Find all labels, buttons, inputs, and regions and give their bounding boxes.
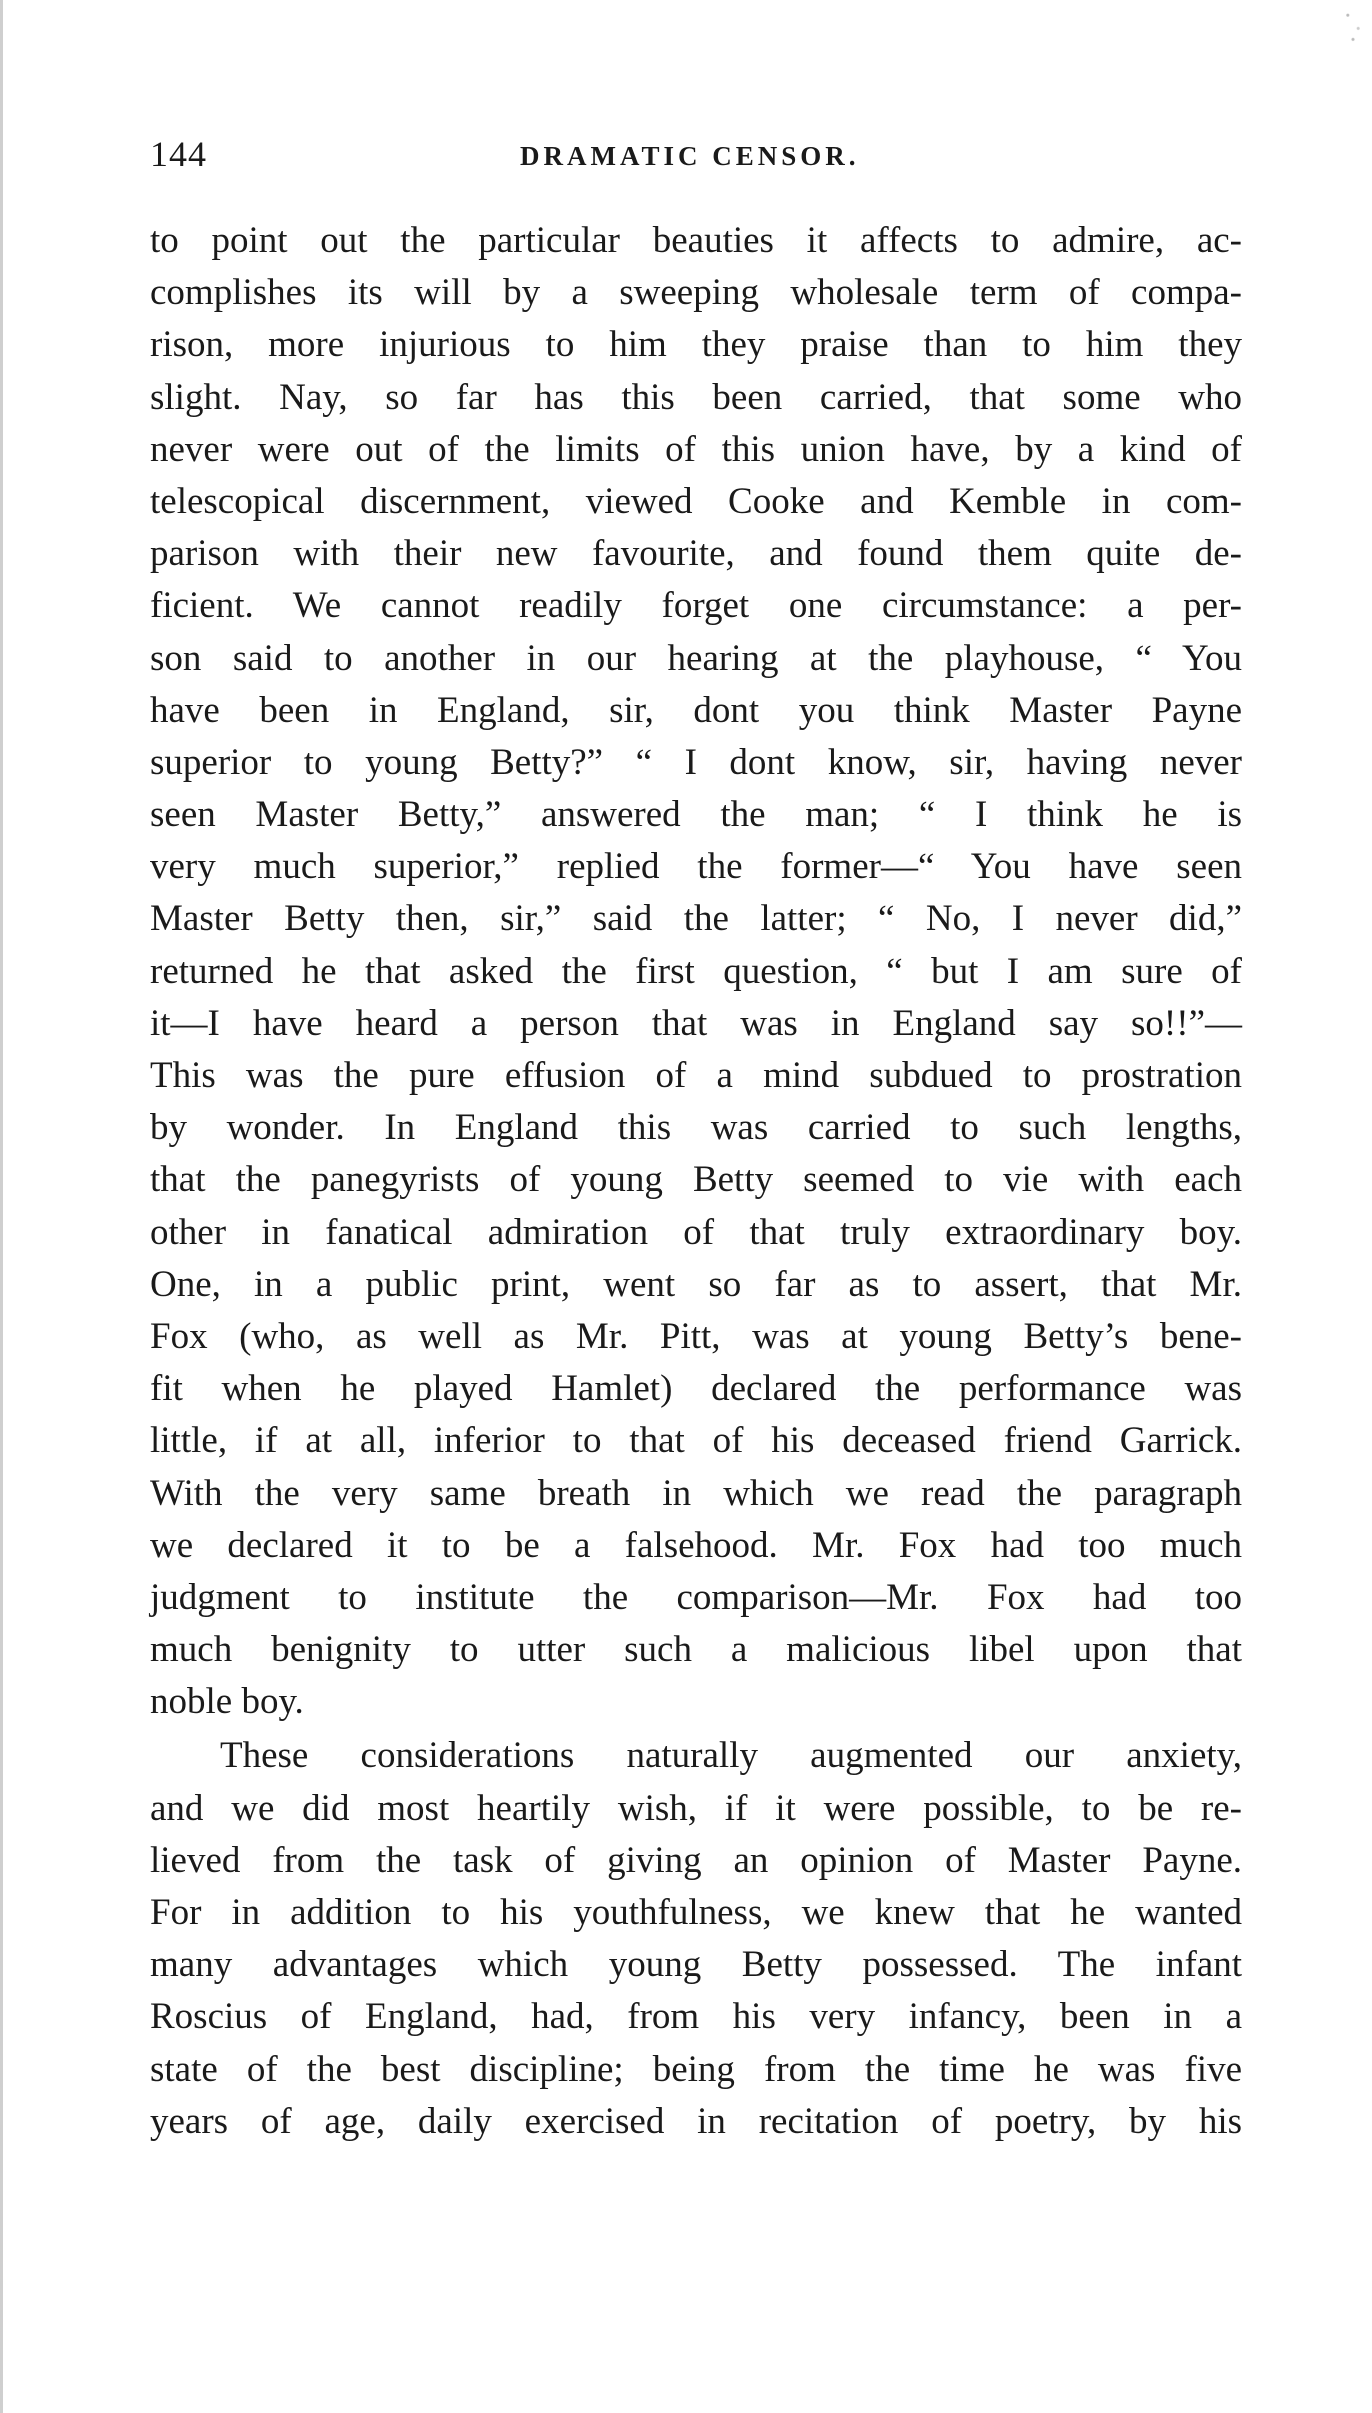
text-line: telescopical discernment, viewed Cooke and Kemble in com- bbox=[150, 480, 1242, 522]
text-line: son said to another in our hearing at the playhouse, “ You bbox=[150, 637, 1242, 679]
paragraph-2 bbox=[150, 1730, 1242, 2148]
page-header bbox=[150, 133, 1240, 183]
text-line: we declared it to be a falsehood. Mr. Fox had too much bbox=[150, 1524, 1242, 1566]
text-line: slight. Nay, so far has this been carried, that some who bbox=[150, 376, 1242, 418]
text-line: state of the best discipline; being from the time he was five bbox=[150, 2048, 1242, 2090]
running-head: DRAMATIC CENSOR. bbox=[520, 141, 860, 171]
text-line: it—I have heard a person that was in England say so!!”— bbox=[150, 1002, 1242, 1044]
text-line: Fox (who, as well as Mr. Pitt, was at young Betty’s bene- bbox=[150, 1315, 1242, 1357]
text-line: judgment to institute the comparison—Mr. Fox had too bbox=[150, 1576, 1242, 1618]
text-line: ficient. We cannot readily forget one circumstance: a per- bbox=[150, 585, 1242, 627]
text-line: With the very same breath in which we read the paragraph bbox=[150, 1472, 1242, 1514]
text-line: little, if at all, inferior to that of his deceased friend Garrick. bbox=[150, 1420, 1242, 1462]
text-line: seen Master Betty,” answered the man; “ I think he is bbox=[150, 794, 1242, 836]
text-line: superior to young Betty?” “ I dont know, sir, having never bbox=[150, 741, 1242, 783]
text-line: Master Betty then, sir,” said the latter; “ No, I never did,” bbox=[150, 898, 1242, 940]
text-line: lieved from the task of giving an opinion of Master Payne. bbox=[150, 1839, 1242, 1881]
text-line: have been in England, sir, dont you think Master Payne bbox=[150, 689, 1242, 731]
page-edge bbox=[0, 0, 3, 2413]
text-line: noble boy. bbox=[150, 1681, 304, 1723]
text-line: These considerations naturally augmented our anxiety, bbox=[220, 1735, 1242, 1777]
text-line: This was the pure effusion of a mind subdued to prostration bbox=[150, 1055, 1242, 1096]
paragraph-1 bbox=[150, 215, 1242, 1728]
text-line: never were out of the limits of this union have, by a kind of bbox=[150, 428, 1242, 470]
text-line: many advantages which young Betty possessed. The infant bbox=[150, 1944, 1242, 1986]
text-line: parison with their new favourite, and found them quite de- bbox=[150, 533, 1242, 575]
text-line: Roscius of England, had, from his very infancy, been in a bbox=[150, 1996, 1242, 2038]
text-line: to point out the particular beauties it affects to admire, ac- bbox=[150, 220, 1242, 261]
text-line: other in fanatical admiration of that truly extraordinary boy. bbox=[150, 1211, 1242, 1253]
text-line: rison, more injurious to him they praise than to him they bbox=[150, 324, 1242, 366]
text-line: by wonder. In England this was carried to such lengths, bbox=[150, 1107, 1242, 1149]
text-line: that the panegyrists of young Betty seemed to vie with each bbox=[150, 1159, 1242, 1201]
text-line: fit when he played Hamlet) declared the performance was bbox=[150, 1368, 1242, 1410]
paper-speckle bbox=[1340, 2, 1366, 46]
text-line: returned he that asked the first question, “ but I am sure of bbox=[150, 950, 1242, 992]
page-number: 144 bbox=[150, 134, 207, 174]
text-line: and we did most heartily wish, if it were possible, to be re- bbox=[150, 1787, 1242, 1829]
text-line: complishes its will by a sweeping wholesale term of compa- bbox=[150, 272, 1242, 314]
text-line: very much superior,” replied the former—“ You have seen bbox=[150, 846, 1242, 888]
text-line: One, in a public print, went so far as to assert, that Mr. bbox=[150, 1263, 1242, 1305]
body-text bbox=[150, 215, 1242, 2148]
text-line: much benignity to utter such a malicious libel upon that bbox=[150, 1629, 1242, 1671]
text-line: For in addition to his youthfulness, we knew that he wanted bbox=[150, 1892, 1242, 1933]
text-line: years of age, daily exercised in recitation of poetry, by his bbox=[150, 2100, 1242, 2142]
